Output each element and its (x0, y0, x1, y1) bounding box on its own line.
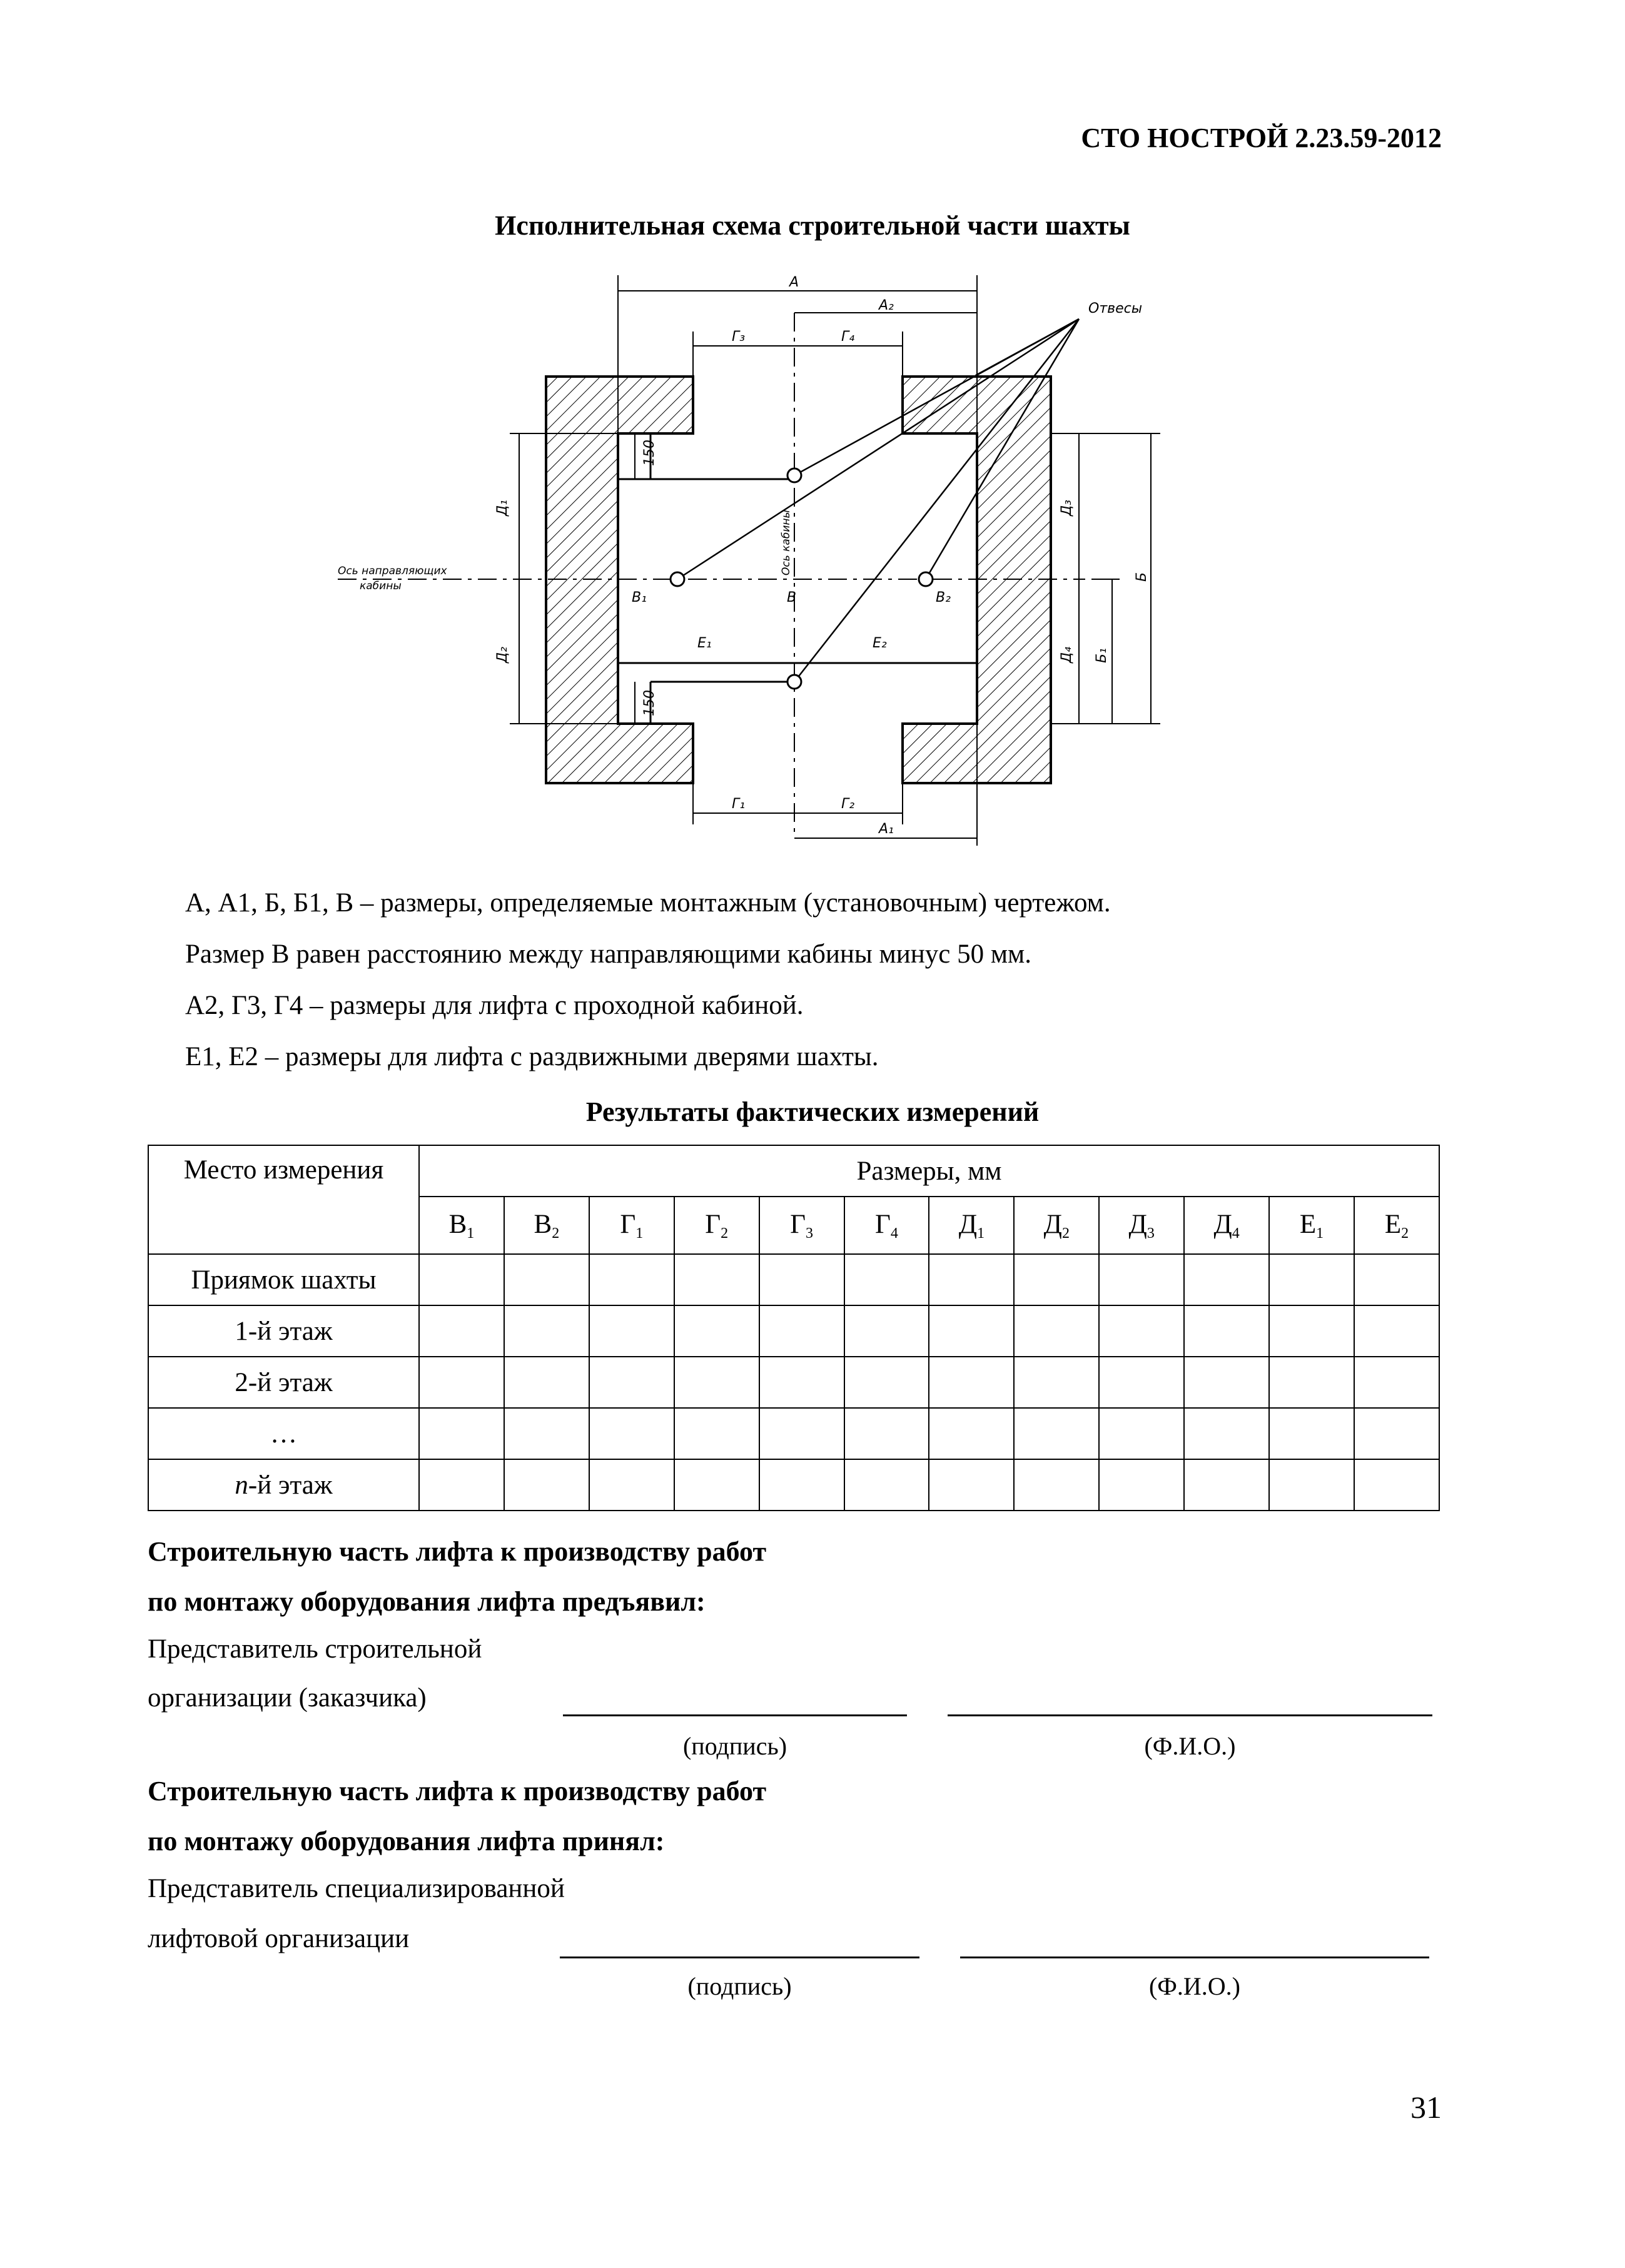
name-caption: (Ф.И.О.) (1144, 1732, 1236, 1760)
schema-title: Исполнительная схема строительной части шахты (495, 210, 1130, 241)
table-row (148, 1357, 1439, 1408)
name-line[interactable] (948, 1714, 1432, 1716)
col-g1: $Г_1$ (589, 1197, 674, 1254)
label-g1: Г₁ (732, 796, 746, 812)
header-sizes: Размеры, мм (419, 1145, 1439, 1197)
name-line[interactable] (960, 1957, 1429, 1958)
label-g4: Г₄ (841, 329, 855, 345)
presented-heading-2: по монтажу оборудования лифта предъявил: (148, 1586, 706, 1617)
col-g3: $Г_3$ (759, 1197, 844, 1254)
label-bb1: Б₁ (1094, 648, 1110, 663)
label-otvesy: Отвесы (1088, 301, 1143, 316)
name-caption: (Ф.И.О.) (1148, 1972, 1240, 2000)
label-b2: В₂ (936, 590, 951, 605)
note-3: А2, Г3, Г4 – размеры для лифта с проходной кабиной. (185, 991, 804, 1020)
label-150-top: 150 (642, 440, 657, 466)
presented-heading-1: Строительную часть лифта к производству работ (148, 1536, 767, 1567)
label-b1: В₁ (632, 590, 647, 605)
col-d3: $Д_3$ (1099, 1197, 1184, 1254)
label-e1: Е₁ (697, 635, 712, 651)
note-2: Размер В равен расстоянию между направляющими кабины минус 50 мм. (185, 939, 1031, 969)
table-header-row (148, 1145, 1439, 1197)
accepted-rep-2: лифтовой организации (148, 1924, 410, 1953)
label-a2: А₂ (879, 298, 894, 313)
label-axis-guides-1: Ось направляющих (338, 565, 447, 577)
row-label: … (148, 1408, 419, 1459)
label-a1: А₁ (879, 821, 894, 837)
label-150-bottom: 150 (642, 690, 657, 716)
label-axis-guides-2: кабины (360, 580, 402, 592)
col-e2: $Е_2$ (1354, 1197, 1439, 1254)
row-label: 2-й этаж (148, 1357, 419, 1408)
table-row (148, 1459, 1439, 1511)
note-4: Е1, Е2 – размеры для лифта с раздвижными дверями шахты. (185, 1042, 879, 1071)
presented-rep-2: организации (заказчика) (148, 1683, 427, 1713)
page-number: 31 (1410, 2090, 1442, 2125)
note-1: А, А1, Б, Б1, В – размеры, определяемые монтажным (установочным) чертежом. (185, 888, 1111, 918)
signature-caption: (подпись) (682, 1732, 787, 1760)
label-bb: Б (1134, 572, 1150, 582)
col-d4: $Д_4$ (1184, 1197, 1269, 1254)
col-g2: $Г_2$ (674, 1197, 759, 1254)
document-code: СТО НОСТРОЙ 2.23.59-2012 (1081, 123, 1442, 153)
presented-rep-1: Представитель строительной (148, 1634, 482, 1664)
label-d1: Д₁ (495, 499, 510, 516)
label-axis-cabin: Ось кабины (780, 510, 792, 575)
accepted-heading-1: Строительную часть лифта к производству работ (148, 1776, 767, 1806)
col-g4: $Г_4$ (844, 1197, 929, 1254)
table-row (148, 1305, 1439, 1357)
row-label: 1-й этаж (148, 1305, 419, 1357)
col-b1: $В_1$ (419, 1197, 504, 1254)
accepted-heading-2: по монтажу оборудования лифта принял: (148, 1826, 665, 1856)
label-g3: Г₃ (732, 329, 746, 345)
measurements-table (148, 1145, 1440, 1511)
label-d3: Д₃ (1059, 499, 1075, 516)
col-e1: $Е_1$ (1269, 1197, 1354, 1254)
col-b2: $В_2$ (504, 1197, 589, 1254)
label-e2: Е₂ (873, 635, 887, 651)
results-title: Результаты фактических измерений (585, 1096, 1040, 1127)
col-d1: $Д_1$ (929, 1197, 1014, 1254)
shaft-drawing (325, 263, 1201, 882)
table-row (148, 1254, 1439, 1305)
signature-caption: (подпись) (687, 1972, 792, 2000)
label-a: А (789, 275, 799, 290)
header-place: Место измерения (148, 1145, 419, 1254)
accepted-rep-1: Представитель специализированной (148, 1874, 565, 1903)
table-row (148, 1408, 1439, 1459)
signature-line[interactable] (560, 1957, 919, 1958)
label-d2: Д₂ (495, 646, 510, 663)
row-label: n-й этаж (148, 1459, 419, 1511)
label-d4: Д₄ (1059, 646, 1075, 663)
label-g2: Г₂ (841, 796, 855, 812)
label-b: В (787, 590, 797, 605)
signature-line[interactable] (563, 1714, 907, 1716)
col-d2: $Д_2$ (1014, 1197, 1099, 1254)
row-label: Приямок шахты (148, 1254, 419, 1305)
